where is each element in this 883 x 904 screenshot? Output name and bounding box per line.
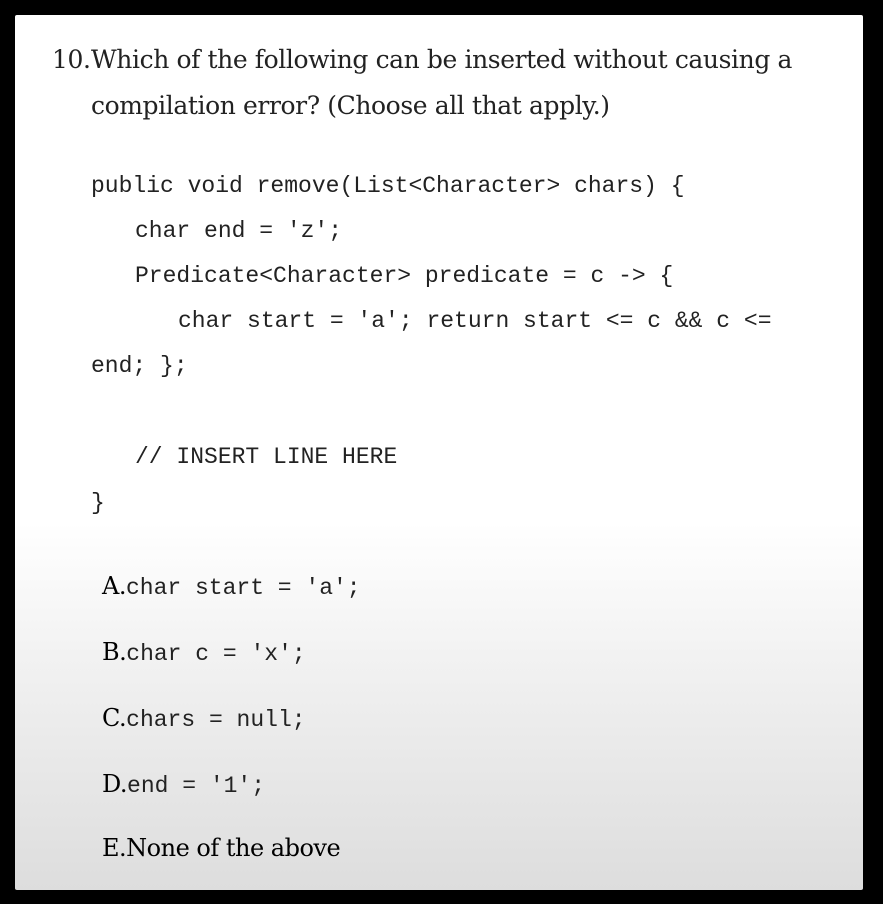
code-comment: // INSERT LINE HERE: [135, 444, 398, 470]
question-text-line-1: Which of the following can be inserted without causing a: [91, 45, 793, 74]
question-number: 10.: [52, 45, 91, 74]
option-label: B.: [102, 638, 127, 666]
option-text: chars = null;: [126, 707, 306, 733]
question-page: [15, 15, 863, 890]
question-text-line-2: compilation error? (Choose all that apply.): [91, 91, 610, 120]
answer-option-a[interactable]: [102, 572, 361, 601]
code-line: public void remove(List<Character> chars) {: [91, 173, 685, 199]
answer-option-c[interactable]: [102, 704, 306, 733]
option-label: A.: [102, 572, 126, 600]
code-line: char start = 'a'; return start <= c && c <=: [178, 308, 772, 334]
code-line: }: [91, 490, 105, 516]
option-text: None of the above: [126, 834, 341, 862]
answer-option-b[interactable]: [102, 638, 306, 667]
option-label: E.: [102, 834, 127, 862]
code-line: char end = 'z';: [135, 218, 343, 244]
option-label: C.: [102, 704, 127, 732]
code-line: end; };: [91, 353, 188, 379]
answer-option-d[interactable]: [102, 770, 265, 799]
answer-option-e[interactable]: [102, 834, 340, 862]
option-text: char c = 'x';: [126, 641, 306, 667]
option-text: char start = 'a';: [125, 575, 361, 601]
option-text: end = '1';: [127, 773, 266, 799]
code-line: Predicate<Character> predicate = c -> {: [135, 263, 674, 289]
option-label: D.: [102, 770, 128, 798]
